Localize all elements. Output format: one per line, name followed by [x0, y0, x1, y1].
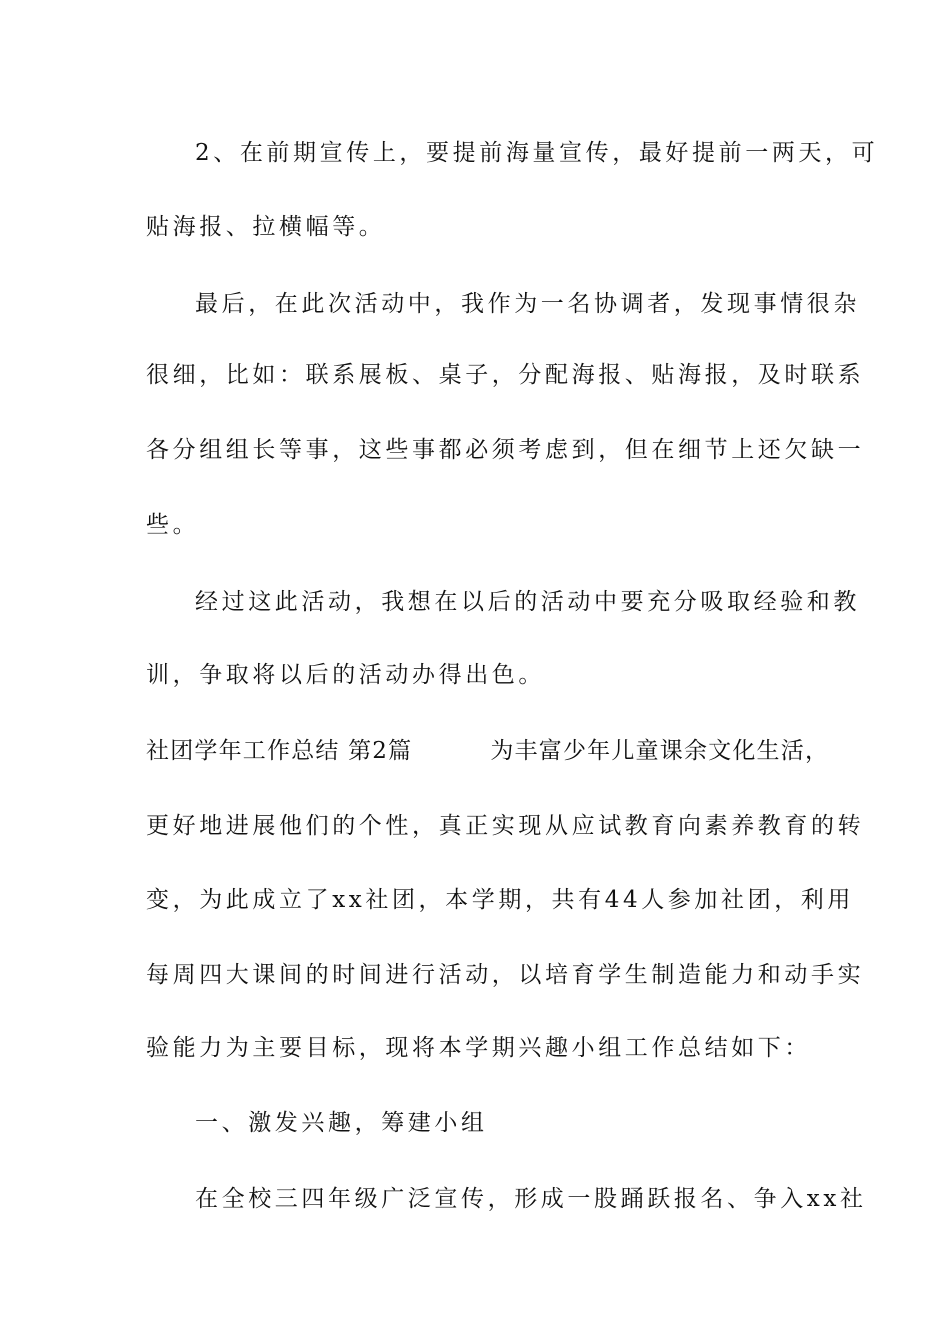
paragraph-line: 经过这此活动，我想在以后的活动中要充分吸取经验和教 [195, 589, 860, 615]
section-intro-text: 为丰富少年儿童课余文化生活， [490, 738, 830, 764]
subsection-heading: 一、激发兴趣，筹建小组 [195, 1110, 488, 1136]
paragraph-line: 变，为此成立了xx社团，本学期，共有44人参加社团，利用 [146, 887, 855, 913]
section-heading-line [146, 736, 830, 766]
section-title: 社团学年工作总结 第2篇 [146, 738, 413, 764]
paragraph-line: 最后，在此次活动中，我作为一名协调者，发现事情很杂 [195, 291, 860, 317]
paragraph-line: 贴海报、拉横幅等。 [146, 214, 386, 240]
paragraph-line: 验能力为主要目标，现将本学期兴趣小组工作总结如下： [146, 1035, 811, 1061]
paragraph-line: 些。 [146, 512, 200, 538]
paragraph-line: 更好地进展他们的个性，真正实现从应试教育向素养教育的转 [146, 813, 865, 839]
paragraph-line: 在全校三四年级广泛宣传，形成一股踊跃报名、争入xx社 [195, 1186, 867, 1212]
paragraph-line: 每周四大课间的时间进行活动，以培育学生制造能力和动手实 [146, 962, 865, 988]
paragraph-line: 很细，比如：联系展板、桌子，分配海报、贴海报，及时联系 [146, 362, 865, 388]
paragraph-line: 训，争取将以后的活动办得出色。 [146, 662, 545, 688]
paragraph-line: 各分组组长等事，这些事都必须考虑到，但在细节上还欠缺一 [146, 437, 865, 463]
paragraph-line: 2、在前期宣传上，要提前海量宣传，最好提前一两天，可 [195, 140, 879, 166]
